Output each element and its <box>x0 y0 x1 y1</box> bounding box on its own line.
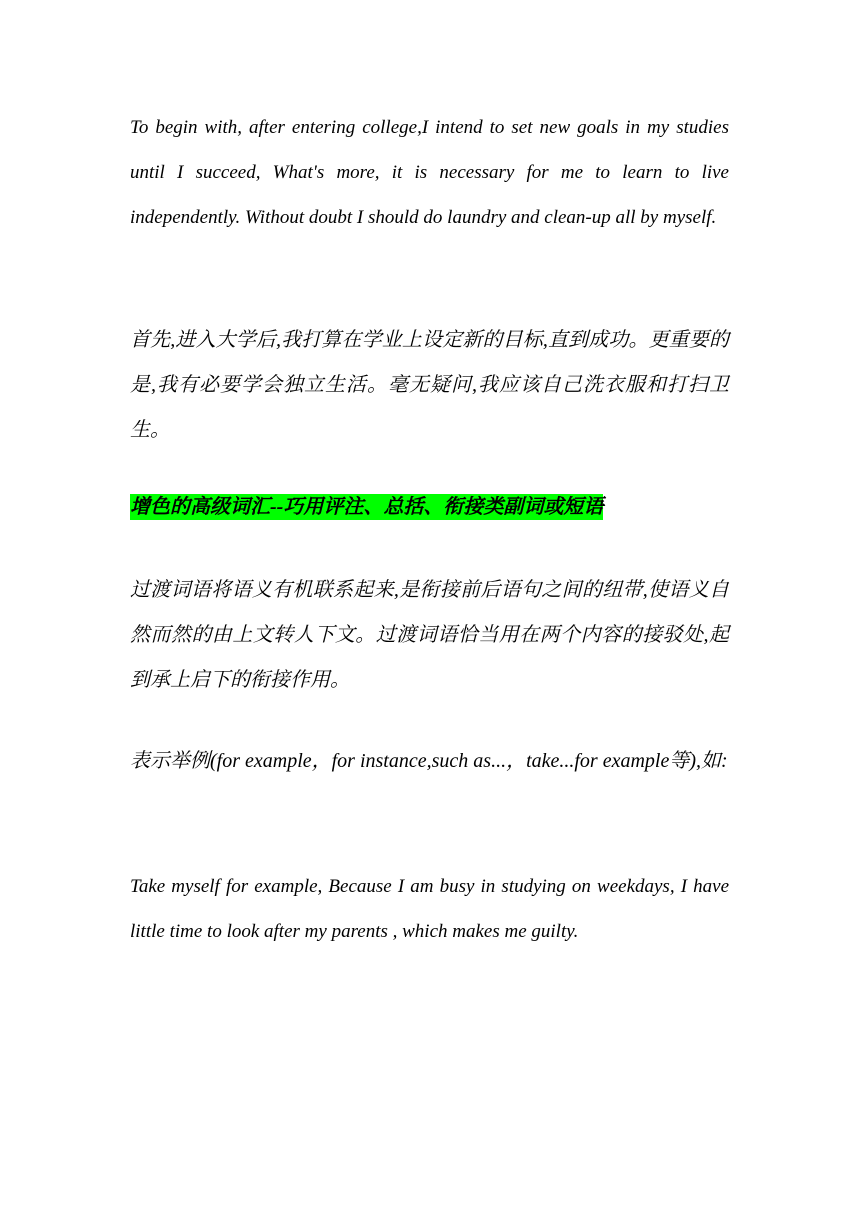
highlighted-heading <box>130 490 604 525</box>
chinese-paragraph-transition-words: 过渡词语将语义有机联系起来,是衔接前后语句之间的纽带,使语义自然而然的由上文转人下文。过渡词语恰当用在两个内容的接驳处,起到承上启下的衔接作用。 <box>130 579 729 691</box>
english-paragraph-example: Take myself for example, Because I am busy in studying on weekdays, I have little time to look after my parents , which makes me guilty. <box>130 876 729 942</box>
english-paragraph-goals: To begin with, after entering college,I intend to set new goals in my studies until I succeed, What's more, it is necessary for me to learn to live independently. Without doubt I should do laundry and clean-up all by myself. <box>130 117 729 228</box>
chinese-paragraph-translation: 首先,进入大学后,我打算在学业上设定新的目标,直到成功。更重要的是,我有必要学会独立生活。毫无疑问,我应该自己洗衣服和打扫卫生。 <box>130 329 729 441</box>
heading-highlight-text: 增色的高级词汇--巧用评注、总括、衔接类副词或短语 <box>130 496 604 518</box>
example-intro-paragraph: 表示举例(for example，for instance,such as...，take...for example等),如: <box>130 750 728 772</box>
